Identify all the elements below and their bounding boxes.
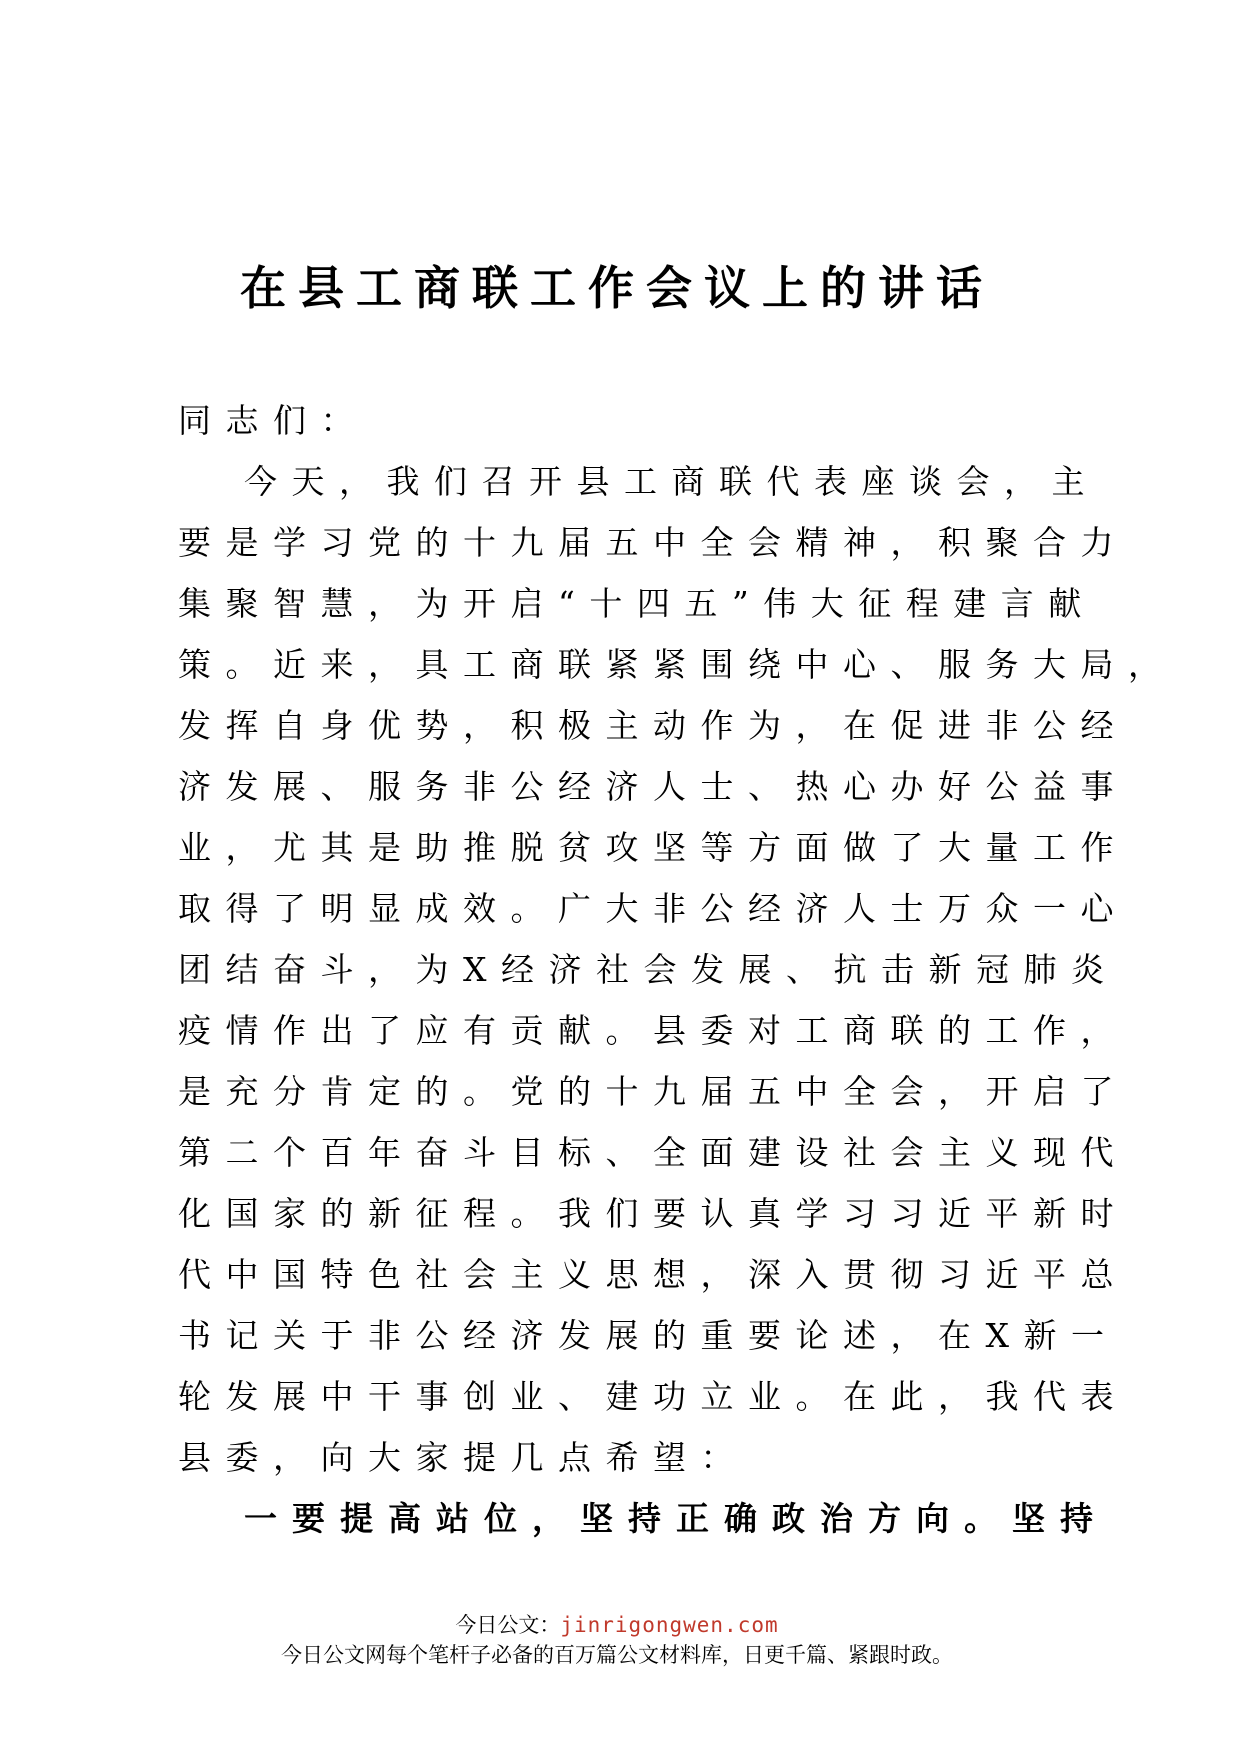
document-body (178, 390, 1176, 1549)
paragraph-line: 团结奋斗，为X经济社会发展、抗击新冠肺炎 (178, 950, 1119, 989)
paragraph-line: 第二个百年奋斗目标、全面建设社会主义现代 (178, 1133, 1128, 1172)
page-title: 在县工商联工作会议上的讲话 (240, 261, 994, 315)
footer-source (0, 1610, 1234, 1640)
paragraph-line: 策。近来，具工商联紧紧围绕中心、服务大局， (178, 645, 1176, 684)
paragraph-line: 今天，我们召开县工商联代表座谈会，主 (244, 462, 1099, 501)
paragraph-line: 济发展、服务非公经济人士、热心办好公益事 (178, 767, 1128, 806)
footer-url-link[interactable]: jinrigongwen.com (560, 1613, 779, 1637)
paragraph-line: 要是学习党的十九届五中全会精神，积聚合力 (178, 523, 1128, 562)
salutation: 同志们： (178, 401, 368, 440)
paragraph-line: 业，尤其是助推脱贫攻坚等方面做了大量工作 (178, 828, 1128, 867)
paragraph-line: 是充分肯定的。党的十九届五中全会，开启了 (178, 1072, 1128, 1111)
paragraph-line: 疫情作出了应有贡献。县委对工商联的工作， (178, 1011, 1128, 1050)
paragraph-line: 化国家的新征程。我们要认真学习习近平新时 (178, 1194, 1128, 1233)
paragraph-line: 县委，向大家提几点希望： (178, 1438, 748, 1477)
paragraph-line: 集聚智慧，为开启“十四五”伟大征程建言献 (178, 584, 1096, 623)
paragraph-line: 轮发展中干事创业、建功立业。在此，我代表 (178, 1377, 1128, 1416)
footer-label: 今日公文： (455, 1613, 561, 1637)
footer (0, 1610, 1234, 1670)
footer-tagline: 今日公文网每个笔杆子必备的百万篇公文材料库，日更千篇、紧跟时政。 (281, 1643, 953, 1667)
paragraph-line: 代中国特色社会主义思想，深入贯彻习近平总 (178, 1255, 1128, 1294)
paragraph-line: 取得了明显成效。广大非公经济人士万众一心 (178, 889, 1128, 928)
paragraph-line: 发挥自身优势，积极主动作为，在促进非公经 (178, 706, 1128, 745)
paragraph-line: 书记关于非公经济发展的重要论述，在X新一 (178, 1316, 1119, 1355)
section-heading: 一要提高站位，坚持正确政治方向。坚持 (244, 1499, 1108, 1538)
